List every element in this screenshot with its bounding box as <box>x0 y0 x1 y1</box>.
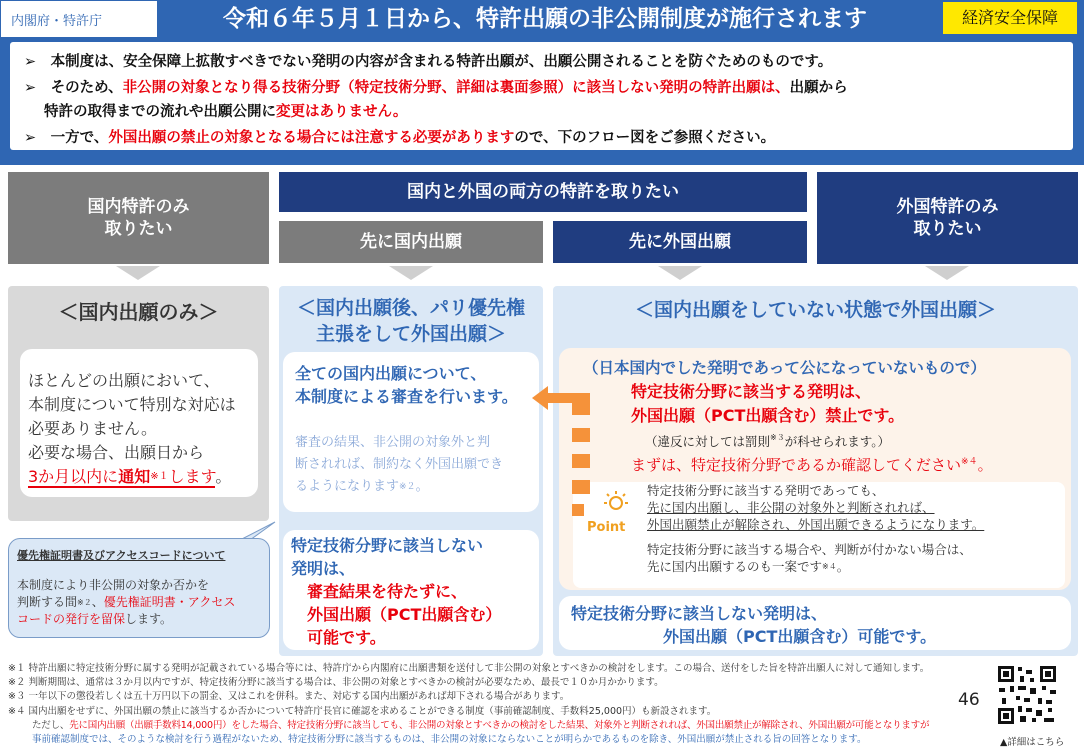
footnote-4: ※４ 国内出願をせずに、外国出願の禁止に該当するか否かについて特許庁長官に確認を求めることができる制度（事前確認制度、手数料25,000円）も新設されます。 <box>8 706 717 717</box>
footnote-4-note: 事前確認制度では、そのような検討を行う過程がないため、特定技術分野に該当するものは、非公開の対象にならないことが明らかであるものを除き、外国出願が禁止される旨の回答となります。 <box>32 734 867 745</box>
down-arrow-icon <box>925 266 969 280</box>
panel-domestic-only <box>8 286 269 521</box>
intro-box <box>10 42 1073 150</box>
qr-code-icon[interactable] <box>996 664 1058 726</box>
down-arrow-icon <box>116 266 160 280</box>
intro-line-2: ➢ そのため、非公開の対象となり得る技術分野（特定技術分野、詳細は裏面参照）に該当しない発明の特許出願は、出願から <box>24 80 848 96</box>
down-arrow-icon <box>389 266 433 280</box>
header-domestic-first: 先に国内出願 <box>279 221 543 263</box>
intro-line-4: ➢ 一方で、外国出願の禁止の対象となる場合には注意する必要がありますので、下のフロー図をご参照ください。 <box>24 130 776 146</box>
header-foreign-only: 外国特許のみ 取りたい <box>817 172 1078 264</box>
prohibition-card: （日本国内でした発明であって公になっていないもので） 特定技術分野に該当する発明は、 外国出願（PCT出願含む）禁止です。 （違反に対しては罰則$^{※3}$が科せられます。） まずは、特定技術分野であるか確認してください$^{※4}$。 Point 特定技術分野に該当する発明であっても、 先に国内出願し、非公開の対象外と判断されれば、 外国出願禁止が解除され、外国出願できるようになります。 特定技術分野に該当する場合や、判断が付かない場合は、 先に国内出願するのも一案です$^{※4}$。 <box>559 348 1071 590</box>
category-tag: 経済安全保障 <box>943 2 1077 34</box>
arrow-left-icon <box>532 384 602 519</box>
lightbulb-icon <box>603 490 629 516</box>
priority-doc-callout: 優先権証明書及びアクセスコードについて 本制度により非公開の対象か否かを 判断する間$^{※2}$、優先権証明書・アクセス コードの発行を留保します。 <box>8 538 270 638</box>
panel-title: ＜国内出願をしていない状態で外国出願＞ <box>634 299 996 321</box>
non-specified-card: 特定技術分野に該当しない 発明は、 審査結果を待たずに、 外国出願（PCT出願含む） 可能です。 <box>283 530 539 650</box>
footnote-1: ※１ 特許出願に特定技術分野に属する発明が記載されている場合等には、特許庁から内閣府に出願書類を送付して非公開の対象とすべきかの検討をします。この場合、送付をした旨を特許出願人に対して通知します。 <box>8 663 930 674</box>
panel-title: ＜国内出願後、パリ優先権 主張をして外国出願＞ <box>296 297 525 345</box>
down-arrow-icon <box>658 266 702 280</box>
panel-title: ＜国内出願のみ＞ <box>58 300 219 324</box>
panel-foreign-first <box>553 286 1078 656</box>
intro-line-3: 特許の取得までの流れや出願公開に変更はありません。 <box>44 104 408 120</box>
page-title: 令和６年５月１日から、特許出願の非公開制度が施行されます <box>223 6 867 32</box>
examination-card: 全ての国内出願について、 本制度による審査を行います。 審査の結果、非公開の対象外と判 断されれば、制約なく外国出願でき るようになります$^{※2}$。 <box>283 352 539 512</box>
page-number: 46 <box>958 690 980 710</box>
footnote-4-detail: ただし、先に国内出願（出願手数料14,000円）をした場合、特定技術分野に該当しても、非公開の対象とすべきかの検討をした結果、対象外と判断されれば、外国出願禁止が解除され、外国出願が可能となりますが <box>32 720 930 731</box>
org-label: 内閣府・特許庁 <box>0 0 158 38</box>
point-label: Point <box>587 520 626 535</box>
panel-domestic-first <box>279 286 543 656</box>
footnote-3: ※３ 一年以下の懲役若しくは五十万円以下の罰金、又はこれを併科。また、対応する国内出願があれば却下される場合があります。 <box>8 691 570 702</box>
header-foreign-first: 先に外国出願 <box>553 221 807 263</box>
footnote-2: ※２ 判断期間は、通常は３か月以内ですが、特定技術分野に該当する場合は、非公開の対象とすべきかの検討が必要なため、最長で１０か月かかります。 <box>8 677 664 688</box>
non-specified-card-foreign: 特定技術分野に該当しない発明は、 外国出願（PCT出願含む）可能です。 <box>559 596 1071 650</box>
domestic-note-card: ほとんどの出願において、 本制度について特別な対応は 必要ありません。 必要な場合、出願日から 3か月以内に通知$^{※1}$します。 <box>20 349 258 497</box>
point-box: Point 特定技術分野に該当する発明であっても、 先に国内出願し、非公開の対象外と判断されれば、 外国出願禁止が解除され、外国出願できるようになります。 特定技術分野に該当する場合や、判断が付かない場合は、 先に国内出願するのも一案です$^{※4}$。 <box>573 482 1065 588</box>
qr-caption: ▲詳細はこちら <box>1000 737 1065 748</box>
header-domestic-only: 国内特許のみ 取りたい <box>8 172 269 264</box>
header-both: 国内と外国の両方の特許を取りたい <box>279 172 807 212</box>
intro-line-1: ➢ 本制度は、安全保障上拡散すべきでない発明の内容が含まれる特許出願が、出願公開されることを防ぐためのものです。 <box>24 54 833 70</box>
